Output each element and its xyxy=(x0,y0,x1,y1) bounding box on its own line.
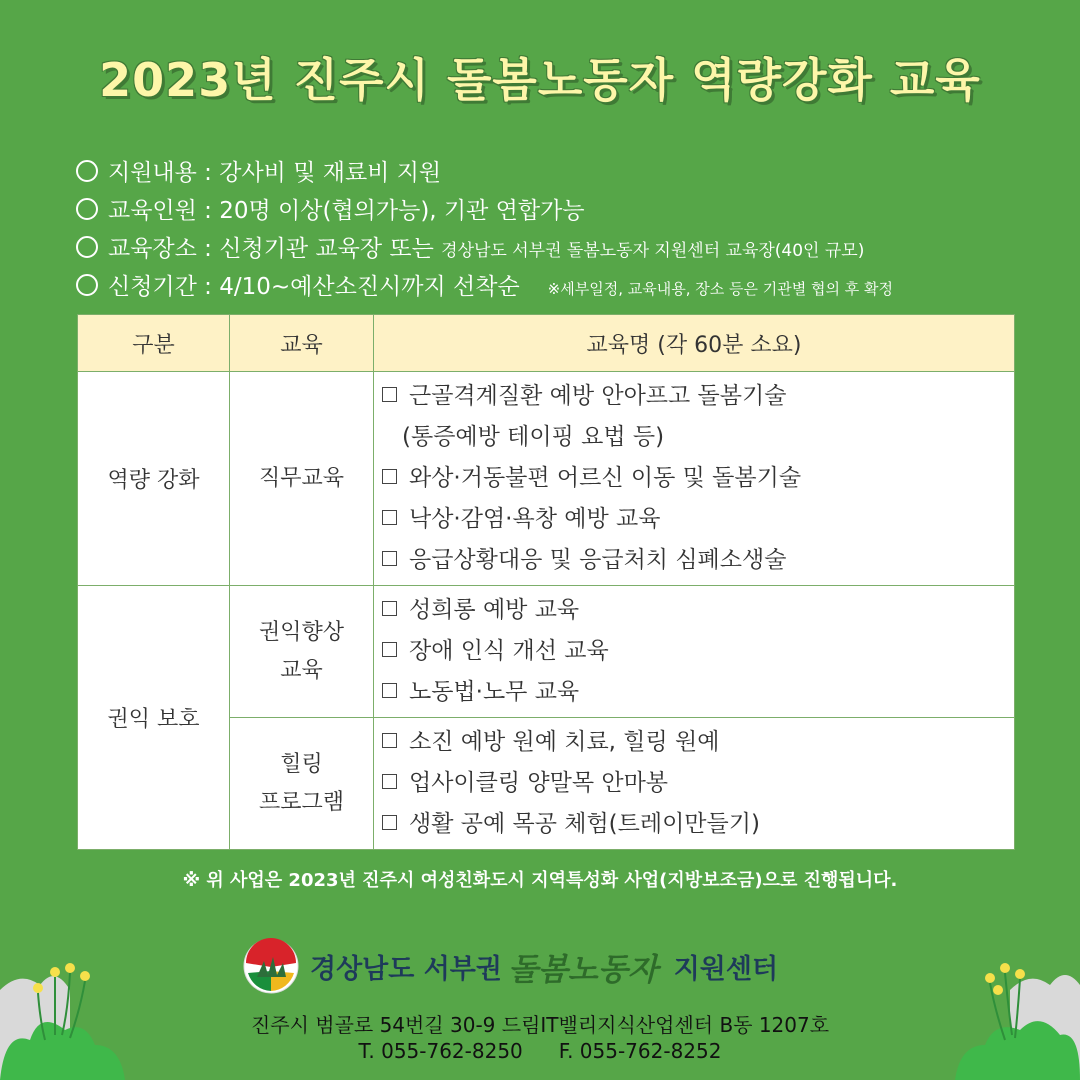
header-education: 교육 xyxy=(230,315,374,372)
phone-fax-line xyxy=(0,1038,1080,1064)
info-personnel: 교육인원 : 20명 이상(협의가능), 기관 연합가능 xyxy=(76,192,1036,230)
list-item xyxy=(382,631,1006,672)
sub-line: 교육 xyxy=(280,657,323,683)
checkbox-square-icon xyxy=(382,642,397,657)
header-course-name: 교육명 (각 60분 소요) xyxy=(374,315,1015,372)
checkbox-square-icon xyxy=(382,601,397,616)
sub-line: 힐링 xyxy=(280,751,323,777)
item-text: 생활 공예 목공 체험(트레이만들기) xyxy=(409,811,760,837)
info-label: 교육장소 xyxy=(108,236,197,262)
items-cell xyxy=(374,718,1015,850)
logo-text-center: 지원센터 xyxy=(673,953,779,985)
circle-bullet-icon xyxy=(76,198,98,220)
item-text: 근골격계질환 예방 안아프고 돌봄기술 xyxy=(409,383,787,409)
list-item xyxy=(382,458,1006,499)
contact-info xyxy=(0,1012,1080,1064)
sub-cell xyxy=(230,718,374,850)
item-text: 노동법·노무 교육 xyxy=(409,679,580,705)
info-period: 신청기간 : 4/10~예산소진시까지 선착순 ※세부일정, 교육내용, 장소 등은 기관별 협의 후 확정 xyxy=(76,268,1036,306)
circle-bullet-icon xyxy=(76,274,98,296)
checkbox-square-icon xyxy=(382,510,397,525)
item-text: (통증예방 테이핑 요법 등) xyxy=(402,424,665,450)
category-cell: 권익 보호 xyxy=(78,586,230,850)
item-text: 응급상황대응 및 응급처치 심폐소생술 xyxy=(409,547,787,573)
table-header-row xyxy=(78,315,1015,372)
item-text: 업사이클링 양말목 안마봉 xyxy=(409,770,669,796)
info-value-small: 경상남도 서부권 돌봄노동자 지원센터 교육장(40인 규모) xyxy=(441,241,865,261)
category-cell: 역량 강화 xyxy=(78,372,230,586)
info-section xyxy=(76,154,1036,306)
info-value: 20명 이상(협의가능), 기관 연합가능 xyxy=(219,198,585,224)
list-item xyxy=(382,804,1006,845)
item-text: 낙상·감염·욕창 예방 교육 xyxy=(409,506,661,532)
list-item xyxy=(382,672,1006,713)
item-text: 장애 인식 개선 교육 xyxy=(409,638,609,664)
sub-line: 프로그램 xyxy=(258,789,344,815)
table-row xyxy=(78,586,1015,718)
list-item xyxy=(382,417,1006,458)
address-text: 진주시 범골로 54번길 30-9 드림IT밸리지식산업센터 B동 1207호 xyxy=(250,1013,830,1037)
info-note: ※세부일정, 교육내용, 장소 등은 기관별 협의 후 확정 xyxy=(547,280,893,298)
info-place: 교육장소 : 신청기관 교육장 또는 경상남도 서부권 돌봄노동자 지원센터 교육장(40인 규모) xyxy=(76,230,1036,268)
footnote: ※ 위 사업은 2023년 진주시 여성친화도시 지역특성화 사업(지방보조금)으로 진행됩니다. xyxy=(182,870,898,891)
item-text: 성희롱 예방 교육 xyxy=(409,597,580,623)
list-item xyxy=(382,540,1006,581)
checkbox-square-icon xyxy=(382,469,397,484)
info-label: 신청기간 xyxy=(108,274,197,300)
list-item xyxy=(382,763,1006,804)
item-text: 와상·거동불편 어르신 이동 및 돌봄기술 xyxy=(409,465,802,491)
logo-text-script: 돌봄노동자 xyxy=(507,951,658,988)
checkbox-square-icon xyxy=(382,815,397,830)
info-value: 4/10~예산소진시까지 선착순 xyxy=(219,274,520,300)
items-cell xyxy=(374,372,1015,586)
sub-cell xyxy=(230,586,374,718)
circle-bullet-icon xyxy=(76,236,98,258)
list-item xyxy=(382,722,1006,763)
checkbox-square-icon xyxy=(382,733,397,748)
sub-cell: 직무교육 xyxy=(230,372,374,586)
phone-number: T. 055-762-8250 xyxy=(358,1039,523,1063)
item-text: 소진 예방 원예 치료, 힐링 원예 xyxy=(409,729,720,755)
info-label: 교육인원 xyxy=(108,198,197,224)
sub-line: 권익향상 xyxy=(258,619,344,645)
header-category: 구분 xyxy=(78,315,230,372)
items-cell xyxy=(374,586,1015,718)
logo-text-region: 경상남도 서부권 xyxy=(310,953,502,985)
circle-bullet-icon xyxy=(76,160,98,182)
info-support: 지원내용 : 강사비 및 재료비 지원 xyxy=(76,154,1036,192)
info-label: 지원내용 xyxy=(108,160,197,186)
page-title: 2023년 진주시 돌봄노동자 역량강화 교육 xyxy=(99,53,981,107)
info-value: 신청기관 교육장 또는 xyxy=(219,236,434,262)
checkbox-square-icon xyxy=(382,683,397,698)
info-value: 강사비 및 재료비 지원 xyxy=(219,160,442,186)
education-table xyxy=(77,314,1015,850)
list-item xyxy=(382,499,1006,540)
list-item xyxy=(382,376,1006,417)
table-row xyxy=(78,372,1015,586)
checkbox-square-icon xyxy=(382,387,397,402)
checkbox-square-icon xyxy=(382,774,397,789)
list-item xyxy=(382,590,1006,631)
checkbox-square-icon xyxy=(382,551,397,566)
fax-number: F. 055-762-8252 xyxy=(558,1039,722,1063)
center-logo xyxy=(242,934,778,998)
center-emblem-icon xyxy=(242,937,300,995)
